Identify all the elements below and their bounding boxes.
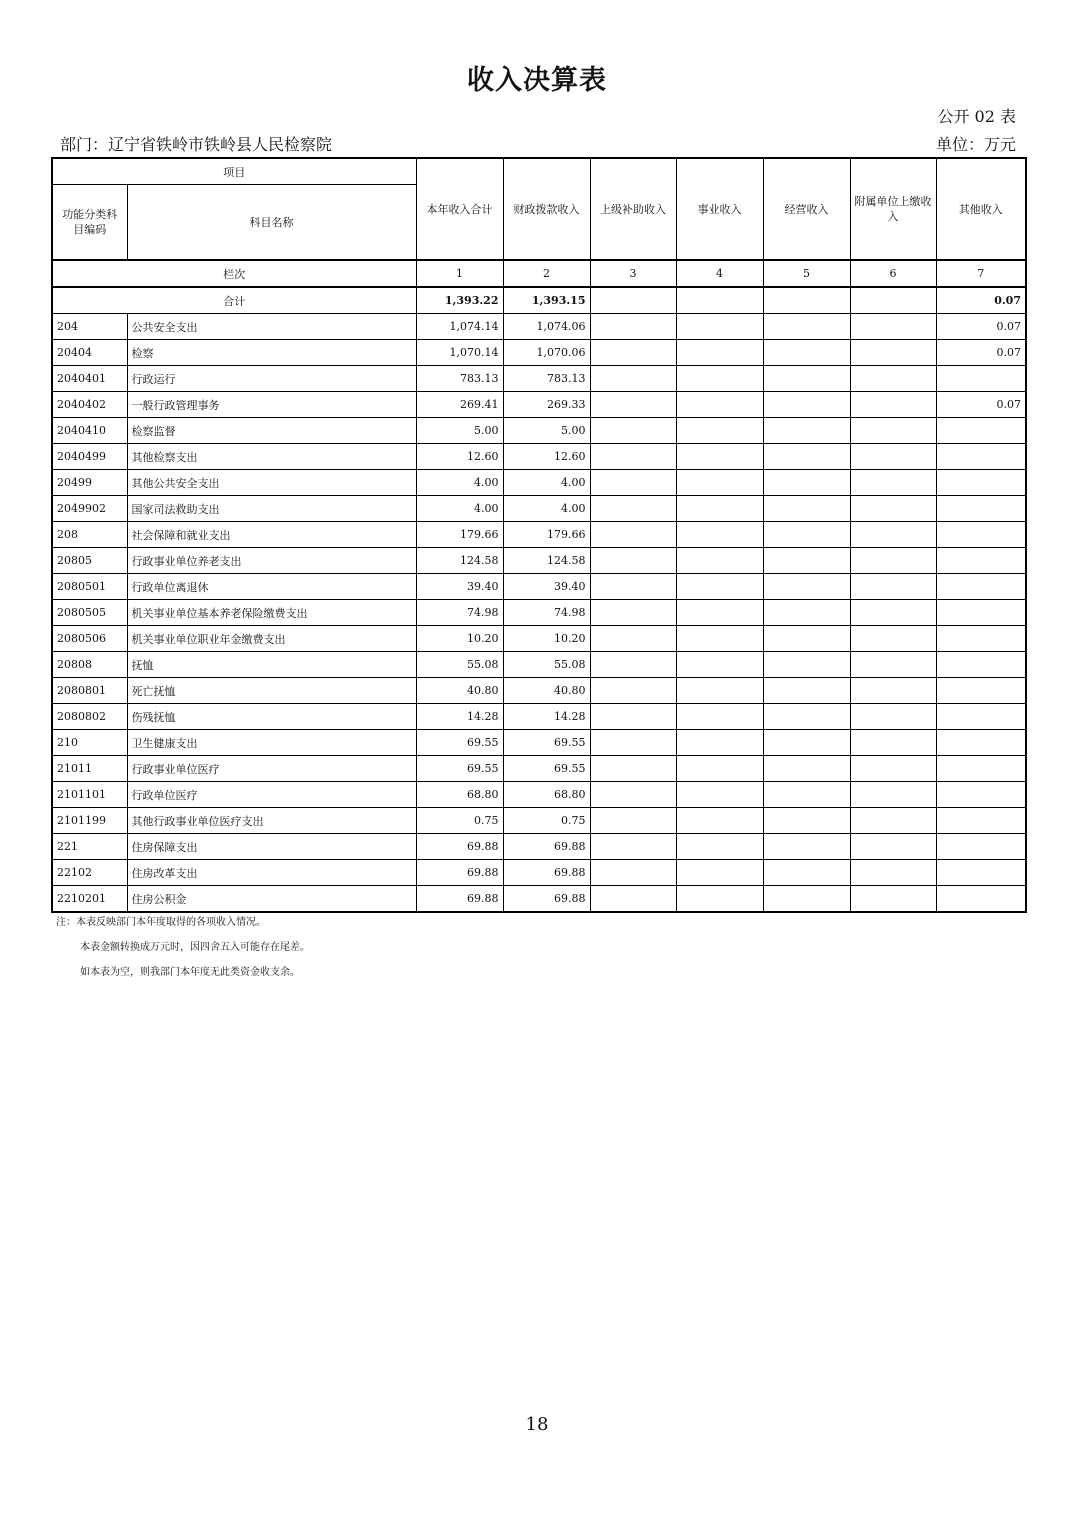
row-value: [590, 418, 676, 444]
row-code: 204: [52, 314, 127, 340]
row-value: [763, 314, 850, 340]
row-value: [590, 886, 676, 913]
row-value: [936, 418, 1026, 444]
row-value: 69.88: [503, 834, 590, 860]
column-number-label: 栏次: [52, 260, 416, 287]
row-subject-name: 住房公积金: [127, 886, 416, 913]
row-value: 12.60: [416, 444, 503, 470]
row-value: [763, 548, 850, 574]
row-value: [850, 886, 936, 913]
income-report-table: [51, 157, 1027, 913]
row-value: 1,074.14: [416, 314, 503, 340]
row-value: [936, 470, 1026, 496]
row-value: [676, 808, 763, 834]
header-col-total: 本年收入合计: [416, 158, 503, 260]
row-value: [850, 626, 936, 652]
row-value: [936, 444, 1026, 470]
row-value: [936, 496, 1026, 522]
row-value: [763, 496, 850, 522]
row-code: 21011: [52, 756, 127, 782]
row-value: [676, 756, 763, 782]
table-row: [52, 808, 1026, 834]
unit-label: 单位：万元: [935, 135, 1016, 154]
table-row: [52, 366, 1026, 392]
row-value: [590, 678, 676, 704]
row-value: [850, 808, 936, 834]
row-value: [850, 496, 936, 522]
row-code: 2040401: [52, 366, 127, 392]
row-value: [590, 314, 676, 340]
row-value: [850, 600, 936, 626]
row-value: [936, 782, 1026, 808]
row-value: 783.13: [416, 366, 503, 392]
row-subject-name: 其他公共安全支出: [127, 470, 416, 496]
column-number-row: [52, 260, 1026, 287]
row-value: [676, 860, 763, 886]
row-value: [590, 756, 676, 782]
row-subject-name: 检察监督: [127, 418, 416, 444]
row-value: [590, 522, 676, 548]
row-value: 40.80: [416, 678, 503, 704]
row-value: [936, 626, 1026, 652]
row-value: 124.58: [503, 548, 590, 574]
row-subject-name: 一般行政管理事务: [127, 392, 416, 418]
row-value: 68.80: [416, 782, 503, 808]
table-row: [52, 704, 1026, 730]
table-row: [52, 314, 1026, 340]
row-value: [763, 782, 850, 808]
department-label: 部门：辽宁省铁岭市铁岭县人民检察院: [60, 135, 333, 154]
table-row: [52, 522, 1026, 548]
table-row: [52, 574, 1026, 600]
row-code: 2210201: [52, 886, 127, 913]
row-value: 5.00: [416, 418, 503, 444]
table-row: [52, 860, 1026, 886]
row-value: [763, 678, 850, 704]
row-code: 2101101: [52, 782, 127, 808]
row-value: 14.28: [503, 704, 590, 730]
row-value: 68.80: [503, 782, 590, 808]
header-project: 项目: [52, 158, 416, 185]
page-number: 18: [525, 1414, 549, 1435]
header-col-superior: 上级补助收入: [590, 158, 676, 260]
header-col-fiscal: 财政拨款收入: [503, 158, 590, 260]
row-value: 1,074.06: [503, 314, 590, 340]
row-value: 55.08: [503, 652, 590, 678]
row-value: [850, 470, 936, 496]
total-value: [676, 287, 763, 314]
row-code: 2040499: [52, 444, 127, 470]
row-value: 0.75: [416, 808, 503, 834]
row-value: [590, 704, 676, 730]
row-value: [936, 366, 1026, 392]
row-value: [763, 470, 850, 496]
row-subject-name: 卫生健康支出: [127, 730, 416, 756]
row-subject-name: 行政事业单位养老支出: [127, 548, 416, 574]
row-value: 55.08: [416, 652, 503, 678]
row-value: [676, 444, 763, 470]
row-code: 2080802: [52, 704, 127, 730]
row-value: [936, 730, 1026, 756]
row-code: 2080501: [52, 574, 127, 600]
row-value: 1,070.06: [503, 340, 590, 366]
row-value: 10.20: [416, 626, 503, 652]
row-value: [763, 886, 850, 913]
row-value: [590, 860, 676, 886]
row-value: [590, 730, 676, 756]
row-value: [850, 522, 936, 548]
row-code: 2101199: [52, 808, 127, 834]
row-subject-name: 其他检察支出: [127, 444, 416, 470]
row-value: [676, 652, 763, 678]
row-value: [763, 730, 850, 756]
row-value: 4.00: [503, 470, 590, 496]
row-value: [763, 574, 850, 600]
row-code: 2080505: [52, 600, 127, 626]
row-value: 179.66: [416, 522, 503, 548]
row-value: 69.55: [416, 756, 503, 782]
row-value: 12.60: [503, 444, 590, 470]
row-value: [850, 756, 936, 782]
row-value: [936, 652, 1026, 678]
row-code: 2080506: [52, 626, 127, 652]
row-subject-name: 机关事业单位基本养老保险缴费支出: [127, 600, 416, 626]
row-value: [850, 678, 936, 704]
row-value: [590, 600, 676, 626]
row-value: [763, 392, 850, 418]
total-value: 1,393.22: [416, 287, 503, 314]
column-number: 1: [416, 260, 503, 287]
row-value: 4.00: [503, 496, 590, 522]
row-value: [676, 496, 763, 522]
row-value: [763, 366, 850, 392]
row-value: [763, 756, 850, 782]
row-value: [850, 314, 936, 340]
row-value: [763, 444, 850, 470]
table-row: [52, 782, 1026, 808]
row-value: [676, 834, 763, 860]
row-value: [850, 392, 936, 418]
row-value: [936, 756, 1026, 782]
row-subject-name: 住房改革支出: [127, 860, 416, 886]
column-number: 3: [590, 260, 676, 287]
row-value: [763, 600, 850, 626]
row-code: 208: [52, 522, 127, 548]
row-value: [850, 574, 936, 600]
row-value: 0.07: [936, 392, 1026, 418]
total-value: [850, 287, 936, 314]
row-value: 14.28: [416, 704, 503, 730]
note-line: 本表金额转换成万元时，因四舍五入可能存在尾差。: [80, 942, 310, 953]
row-value: [590, 782, 676, 808]
row-value: [590, 392, 676, 418]
row-value: [590, 548, 676, 574]
row-subject-name: 抚恤: [127, 652, 416, 678]
table-row: [52, 418, 1026, 444]
row-value: [763, 860, 850, 886]
row-value: [676, 314, 763, 340]
total-value: [590, 287, 676, 314]
row-value: [850, 860, 936, 886]
row-subject-name: 社会保障和就业支出: [127, 522, 416, 548]
row-value: 0.75: [503, 808, 590, 834]
column-number: 6: [850, 260, 936, 287]
row-value: [676, 470, 763, 496]
header-row-project: [52, 158, 1026, 185]
row-code: 20499: [52, 470, 127, 496]
row-value: [590, 834, 676, 860]
row-value: [850, 782, 936, 808]
header-col-affiliated: 附属单位上缴收入: [850, 158, 936, 260]
row-value: 179.66: [503, 522, 590, 548]
row-value: [936, 522, 1026, 548]
row-value: [676, 678, 763, 704]
row-value: 124.58: [416, 548, 503, 574]
row-value: [850, 444, 936, 470]
total-value: [763, 287, 850, 314]
row-value: [676, 600, 763, 626]
row-value: 69.88: [416, 834, 503, 860]
row-code: 210: [52, 730, 127, 756]
row-value: [936, 834, 1026, 860]
row-value: [676, 548, 763, 574]
table-row: [52, 886, 1026, 913]
row-value: [763, 340, 850, 366]
row-value: [850, 834, 936, 860]
note-line: 如本表为空，则我部门本年度无此类资金收支余。: [80, 967, 300, 978]
row-value: 74.98: [416, 600, 503, 626]
form-number: 公开 02 表: [937, 107, 1016, 126]
row-value: 0.07: [936, 314, 1026, 340]
table-row: [52, 600, 1026, 626]
row-subject-name: 检察: [127, 340, 416, 366]
table-row: [52, 392, 1026, 418]
column-number: 5: [763, 260, 850, 287]
row-subject-name: 机关事业单位职业年金缴费支出: [127, 626, 416, 652]
row-value: [763, 652, 850, 678]
row-value: [763, 834, 850, 860]
row-subject-name: 其他行政事业单位医疗支出: [127, 808, 416, 834]
row-value: [763, 626, 850, 652]
row-value: [590, 574, 676, 600]
row-value: 269.41: [416, 392, 503, 418]
row-value: [676, 418, 763, 444]
row-value: [850, 652, 936, 678]
table-row: [52, 756, 1026, 782]
row-value: [850, 418, 936, 444]
row-value: [936, 808, 1026, 834]
total-value: 0.07: [936, 287, 1026, 314]
row-value: 69.55: [503, 730, 590, 756]
column-number: 4: [676, 260, 763, 287]
row-value: [936, 678, 1026, 704]
total-value: 1,393.15: [503, 287, 590, 314]
total-label: 合计: [52, 287, 416, 314]
table-row: [52, 470, 1026, 496]
row-value: [676, 340, 763, 366]
row-value: [590, 496, 676, 522]
row-code: 2040410: [52, 418, 127, 444]
row-value: 69.55: [416, 730, 503, 756]
row-subject-name: 国家司法救助支出: [127, 496, 416, 522]
row-value: 69.55: [503, 756, 590, 782]
row-value: [590, 366, 676, 392]
row-code: 2049902: [52, 496, 127, 522]
header-subject-name: 科目名称: [127, 185, 416, 261]
row-value: 74.98: [503, 600, 590, 626]
row-code: 20805: [52, 548, 127, 574]
row-subject-name: 行政运行: [127, 366, 416, 392]
row-value: [850, 340, 936, 366]
row-value: 4.00: [416, 496, 503, 522]
row-value: [590, 444, 676, 470]
row-value: 40.80: [503, 678, 590, 704]
row-value: 69.88: [416, 860, 503, 886]
row-value: 39.40: [503, 574, 590, 600]
row-value: 269.33: [503, 392, 590, 418]
row-code: 2040402: [52, 392, 127, 418]
row-value: 4.00: [416, 470, 503, 496]
row-value: 10.20: [503, 626, 590, 652]
row-value: [763, 704, 850, 730]
table-row: [52, 548, 1026, 574]
row-subject-name: 行政单位离退休: [127, 574, 416, 600]
table-row: [52, 626, 1026, 652]
total-row: [52, 287, 1026, 314]
row-value: [936, 548, 1026, 574]
table-row: [52, 652, 1026, 678]
row-value: [850, 704, 936, 730]
header-func-code: 功能分类科目编码: [52, 185, 127, 261]
header-col-business: 事业收入: [676, 158, 763, 260]
row-value: [763, 418, 850, 444]
row-value: 69.88: [503, 860, 590, 886]
row-subject-name: 死亡抚恤: [127, 678, 416, 704]
row-value: [590, 652, 676, 678]
row-subject-name: 伤残抚恤: [127, 704, 416, 730]
row-code: 22102: [52, 860, 127, 886]
row-value: [936, 600, 1026, 626]
row-value: [676, 522, 763, 548]
row-code: 2080801: [52, 678, 127, 704]
page-title: 收入决算表: [467, 65, 607, 96]
row-value: [936, 704, 1026, 730]
row-value: [590, 626, 676, 652]
row-subject-name: 行政单位医疗: [127, 782, 416, 808]
row-value: [936, 860, 1026, 886]
row-value: 783.13: [503, 366, 590, 392]
row-subject-name: 公共安全支出: [127, 314, 416, 340]
note-line: 注：本表反映部门本年度取得的各项收入情况。: [56, 917, 266, 928]
table-row: [52, 730, 1026, 756]
row-subject-name: 住房保障支出: [127, 834, 416, 860]
table-row: [52, 678, 1026, 704]
row-value: [850, 366, 936, 392]
row-value: [936, 886, 1026, 913]
row-value: [676, 574, 763, 600]
row-value: [850, 548, 936, 574]
header-col-other: 其他收入: [936, 158, 1026, 260]
row-value: [763, 522, 850, 548]
row-value: [763, 808, 850, 834]
row-value: [590, 808, 676, 834]
row-value: [676, 730, 763, 756]
row-code: 20404: [52, 340, 127, 366]
row-value: 1,070.14: [416, 340, 503, 366]
table-notes: [56, 910, 310, 985]
row-value: [676, 886, 763, 913]
table-row: [52, 340, 1026, 366]
table-row: [52, 444, 1026, 470]
row-value: [676, 782, 763, 808]
row-code: 221: [52, 834, 127, 860]
row-value: [590, 470, 676, 496]
row-value: [936, 574, 1026, 600]
column-number: 2: [503, 260, 590, 287]
row-value: [676, 704, 763, 730]
row-value: 0.07: [936, 340, 1026, 366]
row-value: 69.88: [503, 886, 590, 913]
column-number: 7: [936, 260, 1026, 287]
row-value: 69.88: [416, 886, 503, 913]
row-value: [676, 392, 763, 418]
row-value: 39.40: [416, 574, 503, 600]
row-value: [850, 730, 936, 756]
table-row: [52, 834, 1026, 860]
row-value: 5.00: [503, 418, 590, 444]
row-subject-name: 行政事业单位医疗: [127, 756, 416, 782]
row-code: 20808: [52, 652, 127, 678]
table-row: [52, 496, 1026, 522]
row-value: [676, 366, 763, 392]
row-value: [676, 626, 763, 652]
header-col-operating: 经营收入: [763, 158, 850, 260]
row-value: [590, 340, 676, 366]
